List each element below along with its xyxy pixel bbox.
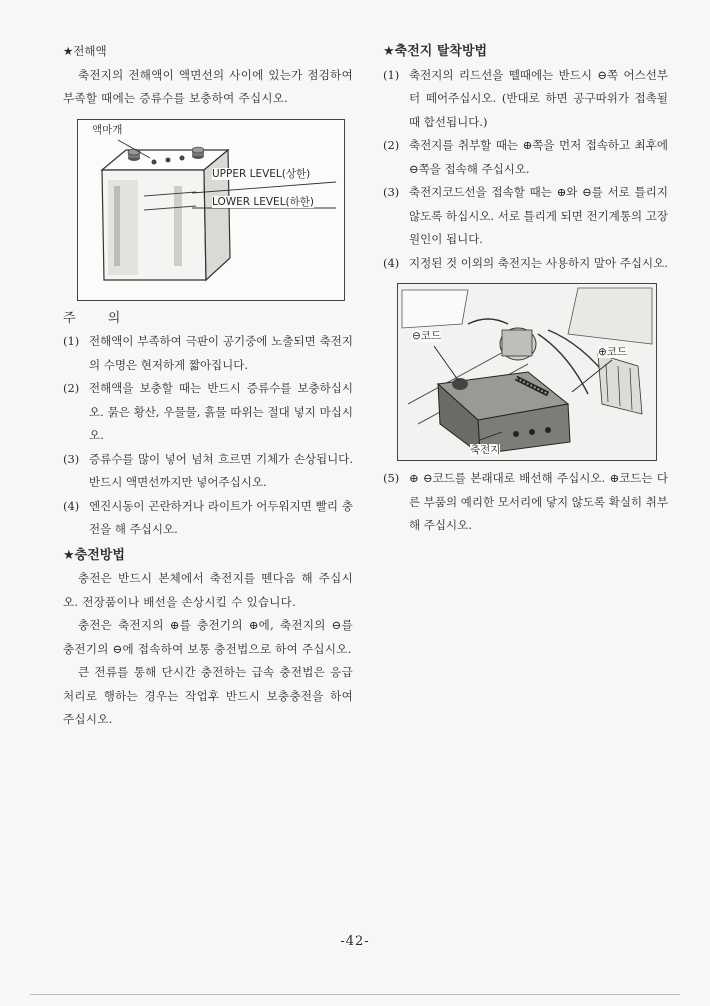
removal-item: (4) 지정된 것 이외의 축전지는 사용하지 말아 주십시오. — [383, 255, 668, 270]
bottom-rule — [30, 994, 680, 995]
removal-item: (2) 축전지를 취부할 때는 ⊕쪽을 먼저 접속하고 최후에 ⊖쪽을 접속해 주십시오. — [383, 138, 668, 176]
charging-paragraph: 충전은 축전지의 ⊕를 충전기의 ⊕에, 축전지의 ⊖를 충전기의 ⊖에 접속하여 보통 충전법으로 하여 주십시오. — [63, 618, 353, 656]
right-column — [383, 40, 668, 538]
caution-item: (1) 전해액이 부족하여 극판이 공기중에 노출되면 축전지의 수명은 현저하게 짧아집니다. — [63, 334, 353, 372]
removal-item: (5) ⊕ ⊖코드를 본래대로 배선해 주십시오. ⊕코드는 다른 부품의 예리한 모서리에 닿지 않도록 확실히 취부해 주십시오. — [383, 471, 668, 532]
removal-item: (1) 축전지의 리드선을 뗄때에는 반드시 ⊖쪽 어스선부터 떼어주십시오. (반대로 하면 공구따위가 접촉될 때 합선됩니다.) — [383, 67, 668, 129]
caution-heading: 주 의 — [63, 310, 121, 326]
charging-paragraph: 큰 전류를 통해 단시간 충전하는 급속 충전법은 응급처리로 행하는 경우는 작업후 반드시 보충충전을 하여 주십시오. — [63, 665, 353, 726]
electrolyte-heading: ★전해액 — [63, 44, 107, 58]
page-number: -42- — [340, 934, 370, 949]
engine-bay-illustration — [398, 284, 656, 460]
caution-list — [63, 330, 353, 542]
battery-level-figure — [77, 119, 345, 301]
minus-cord-label: ⊖코드 — [412, 330, 442, 342]
upper-level-label: UPPER LEVEL(상한) — [212, 167, 311, 180]
caution-item: (4) 엔진시동이 곤란하거나 라이트가 어두워지면 빨리 충전을 해 주십시오. — [63, 498, 353, 536]
charging-heading: ★충전방법 — [63, 547, 125, 563]
removal-list — [383, 64, 668, 276]
cap-label: 액마개 — [92, 123, 123, 136]
removal-item: (3) 축전지코드선을 접속할 때는 ⊕와 ⊖를 서로 틀리지 않도록 하십시오. 서로 틀리게 되면 전기계통의 고장원인이 됩니다. — [383, 185, 668, 246]
plus-cord-label: ⊕코드 — [598, 346, 628, 358]
caution-item: (3) 증류수를 많이 넣어 넘쳐 흐르면 기체가 손상됩니다. 반드시 액면선까지만 넣어주십시오. — [63, 451, 353, 489]
electrolyte-body: 축전지의 전해액이 액면선의 사이에 있는가 점검하여 부족할 때에는 증류수를 보충하여 주십시오. — [63, 67, 353, 105]
removal-heading: ★축전지 탈착방법 — [383, 44, 488, 59]
caution-item: (2) 전해액을 보충할 때는 반드시 증류수를 보충하십시오. 묽은 황산, 우물물, 흙물 따위는 절대 넣지 마십시오. — [63, 381, 353, 442]
battery-illustration — [78, 120, 344, 300]
charging-paragraph: 충전은 반드시 본체에서 축전지를 뗀다음 해 주십시오. 전장품이나 배선을 손상시킬 수 있습니다. — [63, 571, 353, 609]
left-column — [63, 40, 353, 732]
battery-installation-figure — [397, 283, 657, 461]
lower-level-label: LOWER LEVEL(하한) — [212, 195, 315, 208]
removal-list-continued — [383, 467, 668, 538]
battery-label: 축전지 — [470, 444, 501, 456]
